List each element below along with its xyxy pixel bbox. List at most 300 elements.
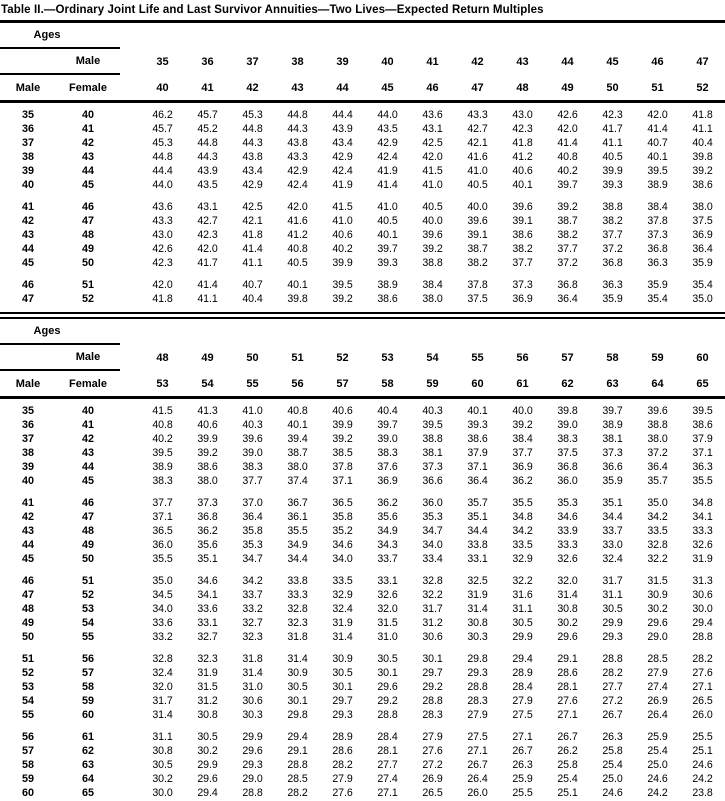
row-values bbox=[140, 109, 725, 121]
multiple-value-cell: 44.3 bbox=[287, 123, 308, 135]
row-values bbox=[140, 433, 725, 445]
female-age-column-header: 55 bbox=[246, 377, 259, 390]
multiple-value-cell: 27.6 bbox=[332, 787, 353, 799]
multiple-value-cell: 38.3 bbox=[242, 461, 263, 473]
male-age-column-header: 56 bbox=[516, 352, 529, 364]
multiple-value-cell: 39.8 bbox=[287, 293, 308, 305]
table-row bbox=[0, 552, 725, 566]
multiple-value-cell: 36.2 bbox=[512, 475, 533, 487]
multiple-value-cell: 38.1 bbox=[422, 447, 443, 459]
female-age-column-header: 50 bbox=[606, 81, 619, 94]
female-age-row-label: 41 bbox=[81, 419, 94, 431]
multiple-value-cell: 39.5 bbox=[647, 165, 668, 177]
multiple-value-cell: 31.1 bbox=[602, 589, 623, 601]
row-group bbox=[0, 496, 725, 566]
multiple-value-cell: 45.3 bbox=[152, 137, 173, 149]
multiple-value-cell: 27.4 bbox=[377, 773, 398, 785]
multiple-value-cell: 41.3 bbox=[197, 405, 218, 417]
ages-header-label: Ages bbox=[33, 29, 61, 41]
female-age-row-label: 60 bbox=[81, 709, 94, 721]
male-row-header-label: Male bbox=[15, 377, 41, 390]
multiple-value-cell: 40.1 bbox=[287, 279, 308, 291]
multiple-value-cell: 35.0 bbox=[152, 575, 173, 587]
row-values bbox=[140, 215, 725, 227]
multiple-value-cell: 33.3 bbox=[557, 539, 578, 551]
multiple-value-cell: 44.8 bbox=[242, 123, 263, 135]
multiple-value-cell: 31.4 bbox=[242, 667, 263, 679]
multiple-value-cell: 36.9 bbox=[692, 229, 713, 241]
row-values bbox=[140, 123, 725, 135]
multiple-value-cell: 41.2 bbox=[512, 151, 533, 163]
male-age-row-label: 38 bbox=[21, 447, 34, 459]
multiple-value-cell: 36.0 bbox=[422, 497, 443, 509]
multiple-value-cell: 29.0 bbox=[242, 773, 263, 785]
male-age-row-label: 55 bbox=[21, 709, 34, 721]
multiple-value-cell: 33.6 bbox=[152, 617, 173, 629]
multiple-value-cell: 39.2 bbox=[332, 293, 353, 305]
multiple-value-cell: 30.3 bbox=[467, 631, 488, 643]
multiple-value-cell: 35.7 bbox=[467, 497, 488, 509]
multiple-value-cell: 26.4 bbox=[467, 773, 488, 785]
multiple-value-cell: 38.6 bbox=[197, 461, 218, 473]
multiple-value-cell: 44.3 bbox=[197, 151, 218, 163]
multiple-value-cell: 35.4 bbox=[692, 279, 713, 291]
multiple-value-cell: 34.2 bbox=[647, 511, 668, 523]
multiple-value-cell: 44.4 bbox=[332, 109, 353, 121]
multiple-value-cell: 38.0 bbox=[692, 201, 713, 213]
multiple-value-cell: 26.5 bbox=[422, 787, 443, 799]
multiple-value-cell: 32.8 bbox=[422, 575, 443, 587]
multiple-value-cell: 40.6 bbox=[197, 419, 218, 431]
multiple-value-cell: 42.7 bbox=[197, 215, 218, 227]
male-age-row-label: 56 bbox=[21, 731, 34, 743]
multiple-value-cell: 42.0 bbox=[287, 201, 308, 213]
multiple-value-cell: 35.1 bbox=[602, 497, 623, 509]
female-age-column-header: 53 bbox=[156, 377, 169, 390]
multiple-value-cell: 25.5 bbox=[512, 787, 533, 799]
multiple-value-cell: 41.5 bbox=[332, 201, 353, 213]
male-age-column-header: 45 bbox=[606, 56, 619, 68]
multiple-value-cell: 36.4 bbox=[467, 475, 488, 487]
multiple-value-cell: 41.4 bbox=[647, 123, 668, 135]
multiple-value-cell: 39.7 bbox=[377, 243, 398, 255]
multiple-value-cell: 36.8 bbox=[602, 257, 623, 269]
table-row bbox=[0, 772, 725, 786]
multiple-value-cell: 38.9 bbox=[377, 279, 398, 291]
multiple-value-cell: 30.9 bbox=[332, 653, 353, 665]
male-age-row-label: 47 bbox=[21, 293, 34, 305]
male-age-row-label: 44 bbox=[21, 243, 34, 255]
multiple-value-cell: 40.0 bbox=[512, 405, 533, 417]
multiple-value-cell: 31.9 bbox=[197, 667, 218, 679]
row-values bbox=[140, 461, 725, 473]
multiple-value-cell: 24.6 bbox=[692, 759, 713, 771]
multiple-value-cell: 36.3 bbox=[602, 279, 623, 291]
multiple-value-cell: 38.3 bbox=[557, 433, 578, 445]
row-values bbox=[140, 293, 725, 305]
female-age-row-label: 49 bbox=[81, 539, 94, 551]
multiple-value-cell: 40.8 bbox=[287, 405, 308, 417]
multiple-value-cell: 28.9 bbox=[512, 667, 533, 679]
multiple-value-cell: 37.0 bbox=[242, 497, 263, 509]
multiple-value-cell: 29.6 bbox=[377, 681, 398, 693]
multiple-value-cell: 34.8 bbox=[692, 497, 713, 509]
multiple-value-cell: 35.1 bbox=[467, 511, 488, 523]
row-values bbox=[140, 405, 725, 417]
multiple-value-cell: 33.2 bbox=[242, 603, 263, 615]
multiple-value-cell: 32.4 bbox=[332, 603, 353, 615]
multiple-value-cell: 31.7 bbox=[602, 575, 623, 587]
male-age-row-label: 35 bbox=[21, 405, 34, 417]
multiple-value-cell: 39.6 bbox=[647, 405, 668, 417]
female-age-row-label: 65 bbox=[81, 787, 94, 799]
multiple-value-cell: 30.5 bbox=[602, 603, 623, 615]
multiple-value-cell: 42.9 bbox=[377, 137, 398, 149]
row-group bbox=[0, 200, 725, 270]
table-row bbox=[0, 460, 725, 474]
multiple-value-cell: 39.2 bbox=[512, 419, 533, 431]
table-row bbox=[0, 786, 725, 800]
multiple-value-cell: 27.9 bbox=[422, 731, 443, 743]
row-values bbox=[140, 603, 725, 615]
female-age-row-label: 63 bbox=[81, 759, 94, 771]
female-age-column-header: 40 bbox=[156, 81, 169, 94]
multiple-value-cell: 35.5 bbox=[512, 497, 533, 509]
multiple-value-cell: 36.0 bbox=[557, 475, 578, 487]
multiple-value-cell: 29.3 bbox=[602, 631, 623, 643]
row-group bbox=[0, 108, 725, 192]
table-row bbox=[0, 242, 725, 256]
multiple-value-cell: 38.0 bbox=[287, 461, 308, 473]
multiple-value-cell: 37.7 bbox=[242, 475, 263, 487]
multiple-value-cell: 37.8 bbox=[332, 461, 353, 473]
female-age-row-label: 53 bbox=[81, 603, 94, 615]
row-values bbox=[140, 759, 725, 771]
multiple-value-cell: 31.3 bbox=[692, 575, 713, 587]
multiple-value-cell: 36.6 bbox=[422, 475, 443, 487]
multiple-value-cell: 40.2 bbox=[152, 433, 173, 445]
multiple-value-cell: 26.3 bbox=[602, 731, 623, 743]
multiple-value-cell: 42.0 bbox=[647, 109, 668, 121]
multiple-value-cell: 25.8 bbox=[557, 759, 578, 771]
multiple-value-cell: 37.9 bbox=[692, 433, 713, 445]
multiple-value-cell: 40.5 bbox=[467, 179, 488, 191]
male-age-row-label: 48 bbox=[21, 603, 34, 615]
male-age-column-header: 54 bbox=[426, 352, 439, 364]
multiple-value-cell: 33.8 bbox=[287, 575, 308, 587]
row-values bbox=[140, 745, 725, 757]
table-row bbox=[0, 574, 725, 588]
table-row bbox=[0, 292, 725, 306]
multiple-value-cell: 31.1 bbox=[512, 603, 533, 615]
male-age-column-header: 40 bbox=[381, 56, 394, 68]
multiple-value-cell: 34.2 bbox=[512, 525, 533, 537]
table-row bbox=[0, 474, 725, 488]
female-age-column-header: 62 bbox=[561, 377, 574, 390]
multiple-value-cell: 35.8 bbox=[332, 511, 353, 523]
multiple-value-cell: 42.1 bbox=[242, 215, 263, 227]
multiple-value-cell: 37.3 bbox=[512, 279, 533, 291]
multiple-value-cell: 45.2 bbox=[197, 123, 218, 135]
multiple-value-cell: 31.5 bbox=[197, 681, 218, 693]
female-age-row-label: 48 bbox=[81, 525, 94, 537]
multiple-value-cell: 31.4 bbox=[287, 653, 308, 665]
male-age-column-header: 57 bbox=[561, 352, 574, 364]
multiple-value-cell: 29.2 bbox=[422, 681, 443, 693]
multiple-value-cell: 35.7 bbox=[647, 475, 668, 487]
multiple-value-cell: 32.8 bbox=[647, 539, 668, 551]
multiple-value-cell: 28.1 bbox=[377, 745, 398, 757]
multiple-value-cell: 28.5 bbox=[287, 773, 308, 785]
multiple-value-cell: 30.2 bbox=[557, 617, 578, 629]
multiple-value-cell: 41.9 bbox=[332, 179, 353, 191]
multiple-value-cell: 29.6 bbox=[647, 617, 668, 629]
multiple-value-cell: 30.6 bbox=[422, 631, 443, 643]
female-age-row-label: 51 bbox=[81, 279, 94, 291]
row-values bbox=[140, 279, 725, 291]
multiple-value-cell: 30.6 bbox=[242, 695, 263, 707]
multiple-value-cell: 43.4 bbox=[332, 137, 353, 149]
multiple-value-cell: 37.1 bbox=[332, 475, 353, 487]
multiple-value-cell: 35.8 bbox=[242, 525, 263, 537]
multiple-value-cell: 35.2 bbox=[332, 525, 353, 537]
multiple-value-cell: 28.8 bbox=[602, 653, 623, 665]
multiple-value-cell: 42.7 bbox=[467, 123, 488, 135]
multiple-value-cell: 30.0 bbox=[692, 603, 713, 615]
multiple-value-cell: 43.0 bbox=[512, 109, 533, 121]
multiple-value-cell: 35.3 bbox=[242, 539, 263, 551]
multiple-value-cell: 29.4 bbox=[287, 731, 308, 743]
multiple-value-cell: 39.8 bbox=[557, 405, 578, 417]
multiple-value-cell: 28.8 bbox=[242, 787, 263, 799]
multiple-value-cell: 39.9 bbox=[602, 165, 623, 177]
multiple-value-cell: 39.9 bbox=[332, 257, 353, 269]
multiple-value-cell: 36.5 bbox=[332, 497, 353, 509]
table-row bbox=[0, 730, 725, 744]
multiple-value-cell: 37.2 bbox=[647, 447, 668, 459]
multiple-value-cell: 39.5 bbox=[422, 419, 443, 431]
multiple-value-cell: 28.8 bbox=[287, 759, 308, 771]
multiple-value-cell: 36.2 bbox=[377, 497, 398, 509]
multiple-value-cell: 43.6 bbox=[152, 201, 173, 213]
row-group bbox=[0, 574, 725, 644]
multiple-value-cell: 44.4 bbox=[152, 165, 173, 177]
male-age-row-label: 38 bbox=[21, 151, 34, 163]
multiple-value-cell: 27.1 bbox=[692, 681, 713, 693]
multiple-value-cell: 35.9 bbox=[647, 279, 668, 291]
multiple-value-cell: 41.1 bbox=[197, 293, 218, 305]
table-row bbox=[0, 616, 725, 630]
multiple-value-cell: 40.3 bbox=[242, 419, 263, 431]
multiple-value-cell: 25.8 bbox=[602, 745, 623, 757]
multiple-value-cell: 33.4 bbox=[422, 553, 443, 565]
multiple-value-cell: 34.0 bbox=[332, 553, 353, 565]
multiple-value-cell: 37.7 bbox=[512, 257, 533, 269]
table-row bbox=[0, 136, 725, 150]
female-age-row-label: 56 bbox=[81, 653, 94, 665]
male-age-row-label: 43 bbox=[21, 229, 34, 241]
male-age-row-label: 53 bbox=[21, 681, 34, 693]
multiple-value-cell: 28.3 bbox=[467, 695, 488, 707]
multiple-value-cell: 41.9 bbox=[377, 165, 398, 177]
multiple-value-cell: 27.9 bbox=[467, 709, 488, 721]
multiple-value-cell: 38.2 bbox=[512, 243, 533, 255]
multiple-value-cell: 40.1 bbox=[377, 229, 398, 241]
multiple-value-cell: 41.0 bbox=[332, 215, 353, 227]
multiple-value-cell: 42.4 bbox=[332, 165, 353, 177]
table-row bbox=[0, 256, 725, 270]
multiple-value-cell: 26.4 bbox=[647, 709, 668, 721]
table-row bbox=[0, 122, 725, 136]
male-age-row-label: 60 bbox=[21, 787, 34, 799]
multiple-value-cell: 30.6 bbox=[692, 589, 713, 601]
male-age-row-label: 41 bbox=[21, 497, 34, 509]
multiple-value-cell: 37.5 bbox=[557, 447, 578, 459]
multiple-value-cell: 42.4 bbox=[377, 151, 398, 163]
multiple-value-cell: 35.5 bbox=[692, 475, 713, 487]
multiple-value-cell: 40.4 bbox=[242, 293, 263, 305]
table-row bbox=[0, 510, 725, 524]
multiple-value-cell: 27.7 bbox=[377, 759, 398, 771]
female-age-column-header: 56 bbox=[291, 377, 304, 390]
male-age-column-header: 50 bbox=[246, 352, 259, 364]
multiple-value-cell: 30.9 bbox=[287, 667, 308, 679]
male-age-row-label: 45 bbox=[21, 257, 34, 269]
female-age-column-header: 65 bbox=[696, 377, 709, 390]
male-column-header-label: Male bbox=[75, 351, 101, 363]
table-row bbox=[0, 214, 725, 228]
multiple-value-cell: 39.6 bbox=[242, 433, 263, 445]
multiple-value-cell: 34.4 bbox=[287, 553, 308, 565]
multiple-value-cell: 41.5 bbox=[422, 165, 443, 177]
multiple-value-cell: 27.9 bbox=[332, 773, 353, 785]
multiple-value-cell: 30.3 bbox=[242, 709, 263, 721]
table-row bbox=[0, 652, 725, 666]
male-age-row-label: 42 bbox=[21, 511, 34, 523]
female-age-column-header: 63 bbox=[606, 377, 619, 390]
male-age-row-label: 44 bbox=[21, 539, 34, 551]
multiple-value-cell: 29.0 bbox=[647, 631, 668, 643]
male-age-column-header: 47 bbox=[696, 56, 709, 68]
female-age-column-header: 51 bbox=[651, 81, 664, 94]
female-age-row-label: 45 bbox=[81, 179, 94, 191]
multiple-value-cell: 44.8 bbox=[197, 137, 218, 149]
female-ages-header-row bbox=[140, 371, 725, 396]
male-age-row-label: 46 bbox=[21, 279, 34, 291]
female-age-column-header: 48 bbox=[516, 81, 529, 94]
multiple-value-cell: 25.4 bbox=[557, 773, 578, 785]
female-age-row-label: 49 bbox=[81, 243, 94, 255]
multiple-value-cell: 31.4 bbox=[152, 709, 173, 721]
multiple-value-cell: 42.3 bbox=[602, 109, 623, 121]
multiple-value-cell: 37.2 bbox=[557, 257, 578, 269]
row-values bbox=[140, 681, 725, 693]
multiple-value-cell: 39.7 bbox=[602, 405, 623, 417]
male-age-column-header: 55 bbox=[471, 352, 484, 364]
male-age-row-label: 58 bbox=[21, 759, 34, 771]
multiple-value-cell: 40.1 bbox=[467, 405, 488, 417]
multiple-value-cell: 41.8 bbox=[692, 109, 713, 121]
multiple-value-cell: 36.9 bbox=[377, 475, 398, 487]
multiple-value-cell: 31.0 bbox=[242, 681, 263, 693]
multiple-value-cell: 28.4 bbox=[377, 731, 398, 743]
multiple-value-cell: 26.0 bbox=[467, 787, 488, 799]
female-age-column-header: 44 bbox=[336, 81, 349, 94]
female-age-row-label: 64 bbox=[81, 773, 94, 785]
multiple-value-cell: 39.9 bbox=[332, 419, 353, 431]
multiple-value-cell: 26.2 bbox=[557, 745, 578, 757]
multiple-value-cell: 31.9 bbox=[467, 589, 488, 601]
multiple-value-cell: 30.5 bbox=[332, 667, 353, 679]
row-values bbox=[140, 243, 725, 255]
multiple-value-cell: 37.2 bbox=[602, 243, 623, 255]
multiple-value-cell: 32.4 bbox=[602, 553, 623, 565]
multiple-value-cell: 28.8 bbox=[422, 695, 443, 707]
multiple-value-cell: 33.0 bbox=[602, 539, 623, 551]
multiple-value-cell: 40.1 bbox=[287, 419, 308, 431]
male-age-row-label: 45 bbox=[21, 553, 34, 565]
multiple-value-cell: 42.9 bbox=[332, 151, 353, 163]
multiple-value-cell: 33.7 bbox=[602, 525, 623, 537]
multiple-value-cell: 28.4 bbox=[512, 681, 533, 693]
multiple-value-cell: 37.3 bbox=[602, 447, 623, 459]
multiple-value-cell: 28.6 bbox=[332, 745, 353, 757]
female-age-row-label: 43 bbox=[81, 447, 94, 459]
female-age-row-label: 46 bbox=[81, 201, 94, 213]
multiple-value-cell: 30.8 bbox=[557, 603, 578, 615]
table-row bbox=[0, 744, 725, 758]
multiple-value-cell: 41.8 bbox=[152, 293, 173, 305]
male-age-row-label: 59 bbox=[21, 773, 34, 785]
multiple-value-cell: 38.4 bbox=[422, 279, 443, 291]
multiple-value-cell: 27.6 bbox=[422, 745, 443, 757]
row-group bbox=[0, 730, 725, 800]
row-values bbox=[140, 667, 725, 679]
multiple-value-cell: 26.7 bbox=[512, 745, 533, 757]
multiple-value-cell: 37.6 bbox=[377, 461, 398, 473]
multiple-value-cell: 36.7 bbox=[287, 497, 308, 509]
multiple-value-cell: 34.6 bbox=[557, 511, 578, 523]
multiple-value-cell: 45.7 bbox=[197, 109, 218, 121]
multiple-value-cell: 41.0 bbox=[242, 405, 263, 417]
multiple-value-cell: 37.5 bbox=[692, 215, 713, 227]
multiple-value-cell: 38.2 bbox=[467, 257, 488, 269]
multiple-value-cell: 41.7 bbox=[602, 123, 623, 135]
multiple-value-cell: 27.1 bbox=[557, 709, 578, 721]
male-age-row-label: 51 bbox=[21, 653, 34, 665]
multiple-value-cell: 40.5 bbox=[602, 151, 623, 163]
female-age-row-label: 40 bbox=[81, 405, 94, 417]
table-row bbox=[0, 708, 725, 722]
multiple-value-cell: 27.9 bbox=[512, 695, 533, 707]
female-age-column-header: 41 bbox=[201, 81, 214, 94]
multiple-value-cell: 40.2 bbox=[557, 165, 578, 177]
male-age-row-label: 54 bbox=[21, 695, 34, 707]
multiple-value-cell: 30.8 bbox=[197, 709, 218, 721]
multiple-value-cell: 31.7 bbox=[152, 695, 173, 707]
multiple-value-cell: 33.5 bbox=[332, 575, 353, 587]
male-age-row-label: 37 bbox=[21, 433, 34, 445]
multiple-value-cell: 27.1 bbox=[467, 745, 488, 757]
table-row bbox=[0, 108, 725, 122]
multiple-value-cell: 41.8 bbox=[512, 137, 533, 149]
row-values bbox=[140, 589, 725, 601]
multiple-value-cell: 38.4 bbox=[647, 201, 668, 213]
multiple-value-cell: 27.1 bbox=[512, 731, 533, 743]
female-age-column-header: 54 bbox=[201, 377, 214, 390]
multiple-value-cell: 27.6 bbox=[692, 667, 713, 679]
multiple-value-cell: 43.5 bbox=[377, 123, 398, 135]
